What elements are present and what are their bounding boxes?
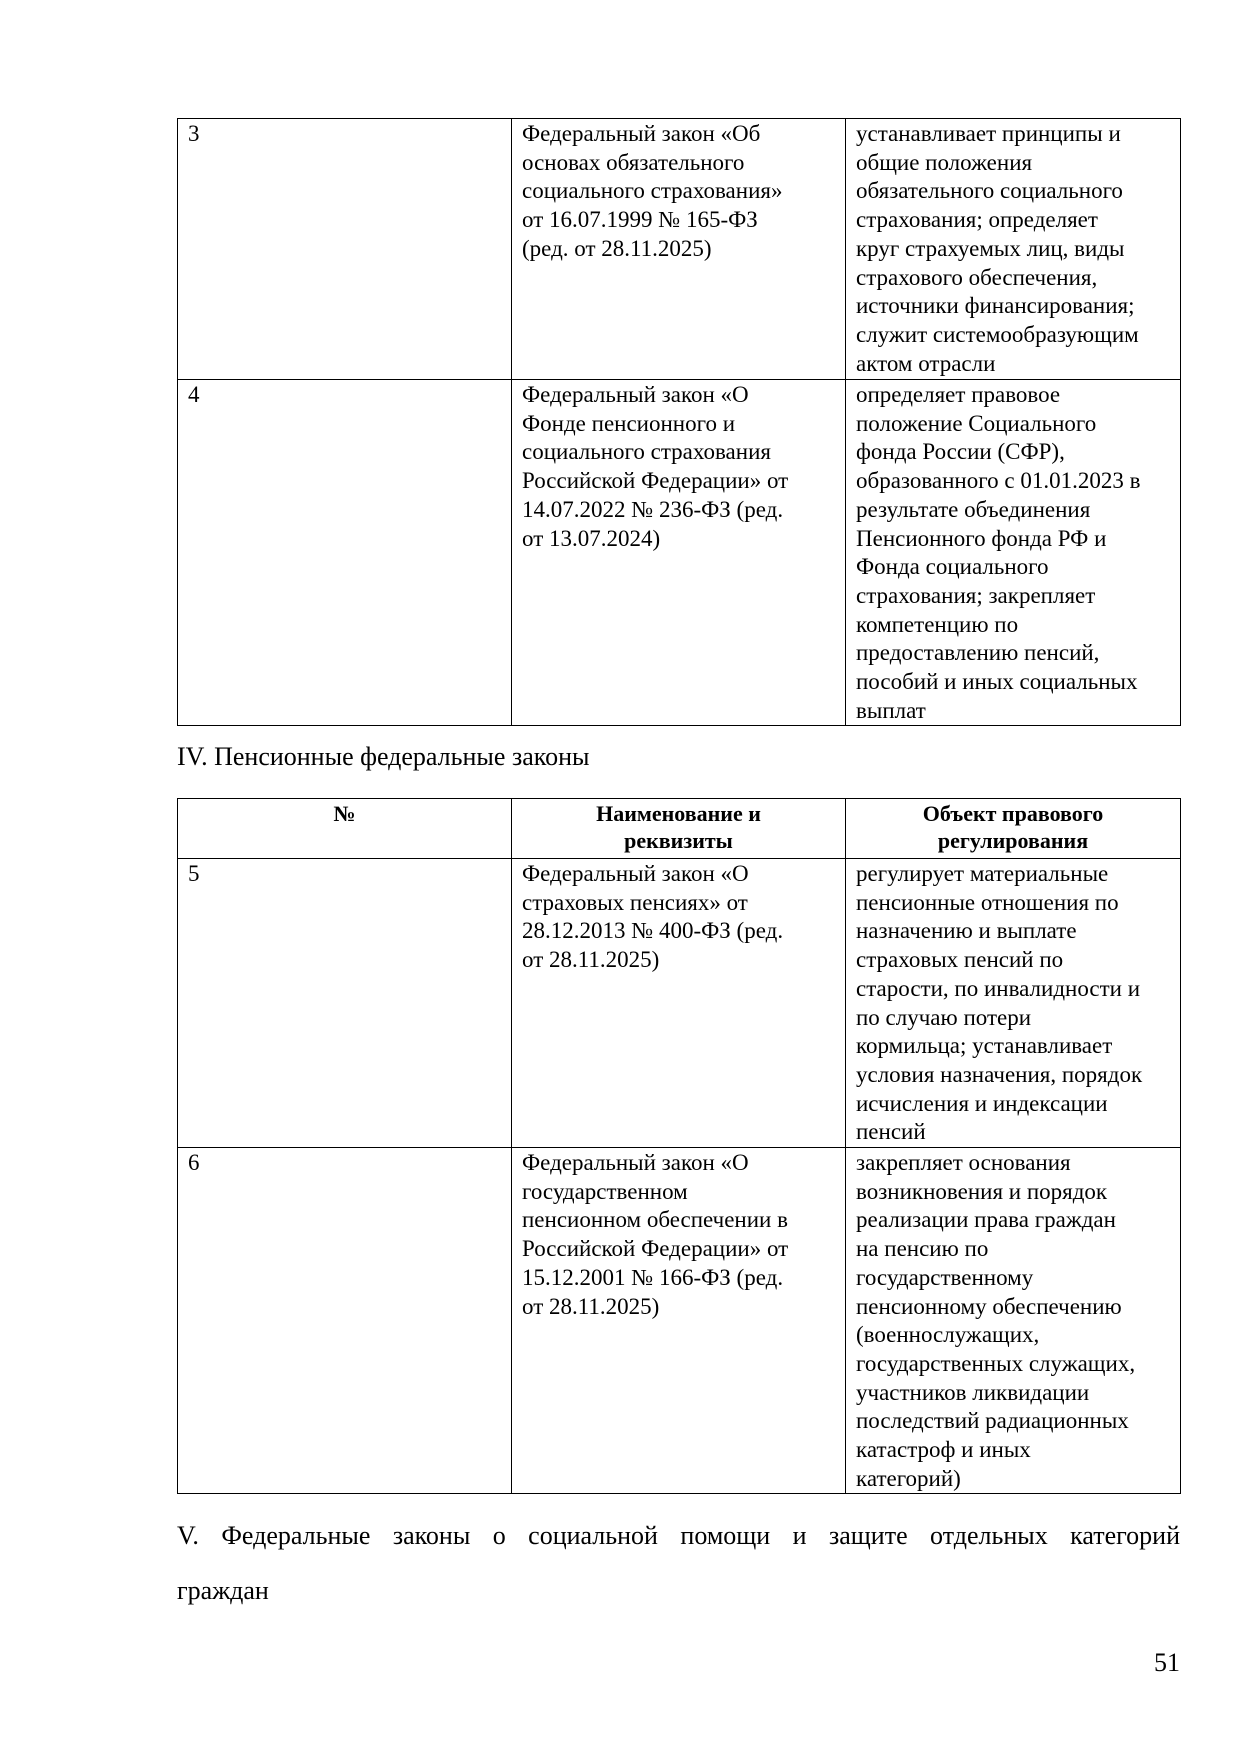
- text-line: возникновения и порядок: [856, 1178, 1108, 1204]
- page-number: 51: [1154, 1648, 1180, 1677]
- text-line: устанавливает принципы и: [856, 121, 1121, 146]
- regulation-object: [846, 859, 1181, 1148]
- table-row: [178, 859, 1181, 1148]
- table-row: [178, 119, 1181, 380]
- text-line: источники финансирования;: [856, 293, 1135, 319]
- law-name: [512, 380, 846, 726]
- text-line: государственному: [856, 1264, 1034, 1290]
- text-line: пенсионном обеспечении в: [522, 1207, 788, 1233]
- text-line: катастроф и иных: [856, 1437, 1031, 1463]
- section-heading-v: [177, 1508, 1180, 1618]
- text-line: от 16.07.1999 № 165-ФЗ: [522, 207, 758, 233]
- text-line: на пенсию по: [856, 1236, 989, 1262]
- text-line: определяет правовое: [856, 382, 1061, 407]
- row-number: 3: [178, 119, 512, 380]
- text-line: положение Социального: [856, 410, 1097, 436]
- header-number: №: [178, 799, 512, 859]
- text-line: от 28.11.2025): [522, 947, 660, 973]
- text-line: участников ликвидации: [856, 1379, 1090, 1405]
- regulation-object: [846, 1148, 1181, 1494]
- text-line: социального страхования»: [522, 178, 783, 204]
- text-line: компетенцию по: [856, 611, 1019, 637]
- text-line: закрепляет основания: [856, 1150, 1071, 1176]
- text-line: Наименование и: [596, 801, 761, 826]
- text-line: актом отрасли: [856, 350, 996, 376]
- section-heading-v-line1: V. Федеральные законы о социальной помощи и защите отдельных категорий: [177, 1521, 1180, 1550]
- text-line: назначению и выплате: [856, 918, 1077, 944]
- text-line: условия назначения, порядок: [856, 1061, 1143, 1087]
- text-line: последствий радиационных: [856, 1408, 1129, 1434]
- text-line: страхования; определяет: [856, 207, 1098, 233]
- section-heading-iv: IV. Пенсионные федеральные законы: [177, 742, 590, 771]
- text-line: социального страхования: [522, 439, 771, 465]
- text-line: служит системообразующим: [856, 321, 1139, 347]
- law-name: [512, 119, 846, 380]
- regulation-object: [846, 119, 1181, 380]
- text-line: Фонде пенсионного и: [522, 410, 736, 436]
- text-line: реализации права граждан: [856, 1207, 1116, 1233]
- header-name: [512, 799, 846, 859]
- text-line: государственных служащих,: [856, 1350, 1136, 1376]
- text-line: 28.12.2013 № 400-ФЗ (ред.: [522, 918, 784, 944]
- regulation-object: [846, 380, 1181, 726]
- text-line: от 28.11.2025): [522, 1293, 660, 1319]
- text-line: круг страхуемых лиц, виды: [856, 235, 1125, 261]
- row-number: 4: [178, 380, 512, 726]
- text-line: основах обязательного: [522, 149, 745, 175]
- row-number: 5: [178, 859, 512, 1148]
- text-line: выплат: [856, 697, 926, 723]
- text-line: государственном: [522, 1178, 688, 1204]
- text-line: реквизиты: [624, 828, 733, 853]
- table-row: [178, 1148, 1181, 1494]
- text-line: Федеральный закон «О: [522, 1150, 749, 1176]
- law-name: [512, 1148, 846, 1494]
- text-line: Федеральный закон «О: [522, 382, 749, 407]
- laws-table-continued: [177, 118, 1181, 726]
- text-line: общие положения: [856, 149, 1033, 175]
- text-line: регулирует материальные: [856, 861, 1109, 886]
- text-line: от 13.07.2024): [522, 525, 661, 551]
- text-line: страхования; закрепляет: [856, 582, 1096, 608]
- text-line: Фонда социального: [856, 554, 1049, 580]
- text-line: пенсионному обеспечению: [856, 1293, 1122, 1319]
- text-line: Объект правового: [922, 801, 1104, 826]
- text-line: Федеральный закон «О: [522, 861, 749, 886]
- text-line: пенсий: [856, 1119, 926, 1145]
- text-line: пособий и иных социальных: [856, 669, 1138, 695]
- text-line: регулирования: [937, 828, 1089, 853]
- text-line: страховых пенсиях» от: [522, 889, 748, 915]
- table-row: [178, 380, 1181, 726]
- text-line: кормильца; устанавливает: [856, 1033, 1113, 1059]
- text-line: (военнослужащих,: [856, 1322, 1040, 1348]
- text-line: исчисления и индексации: [856, 1090, 1108, 1116]
- text-line: 14.07.2022 № 236-ФЗ (ред.: [522, 496, 784, 522]
- text-line: Федеральный закон «Об: [522, 121, 761, 146]
- table-header-row: [178, 799, 1181, 859]
- text-line: Пенсионного фонда РФ и: [856, 525, 1107, 551]
- text-line: 15.12.2001 № 166-ФЗ (ред.: [522, 1264, 784, 1290]
- row-number: 6: [178, 1148, 512, 1494]
- text-line: пенсионные отношения по: [856, 889, 1119, 915]
- pension-laws-table: [177, 798, 1181, 1494]
- text-line: страховых пенсий по: [856, 947, 1064, 973]
- text-line: старости, по инвалидности и: [856, 975, 1141, 1001]
- text-line: фонда России (СФР),: [856, 439, 1065, 465]
- text-line: по случаю потери: [856, 1004, 1032, 1030]
- text-line: Российской Федерации» от: [522, 1236, 789, 1262]
- text-line: образованного с 01.01.2023 в: [856, 468, 1141, 494]
- header-object: [846, 799, 1181, 859]
- section-heading-v-line2: граждан: [177, 1576, 269, 1605]
- text-line: результате объединения: [856, 496, 1091, 522]
- text-line: категорий): [856, 1465, 961, 1491]
- text-line: (ред. от 28.11.2025): [522, 235, 712, 261]
- text-line: обязательного социального: [856, 178, 1123, 204]
- law-name: [512, 859, 846, 1148]
- text-line: предоставлению пенсий,: [856, 640, 1100, 666]
- text-line: страхового обеспечения,: [856, 264, 1098, 290]
- text-line: Российской Федерации» от: [522, 468, 789, 494]
